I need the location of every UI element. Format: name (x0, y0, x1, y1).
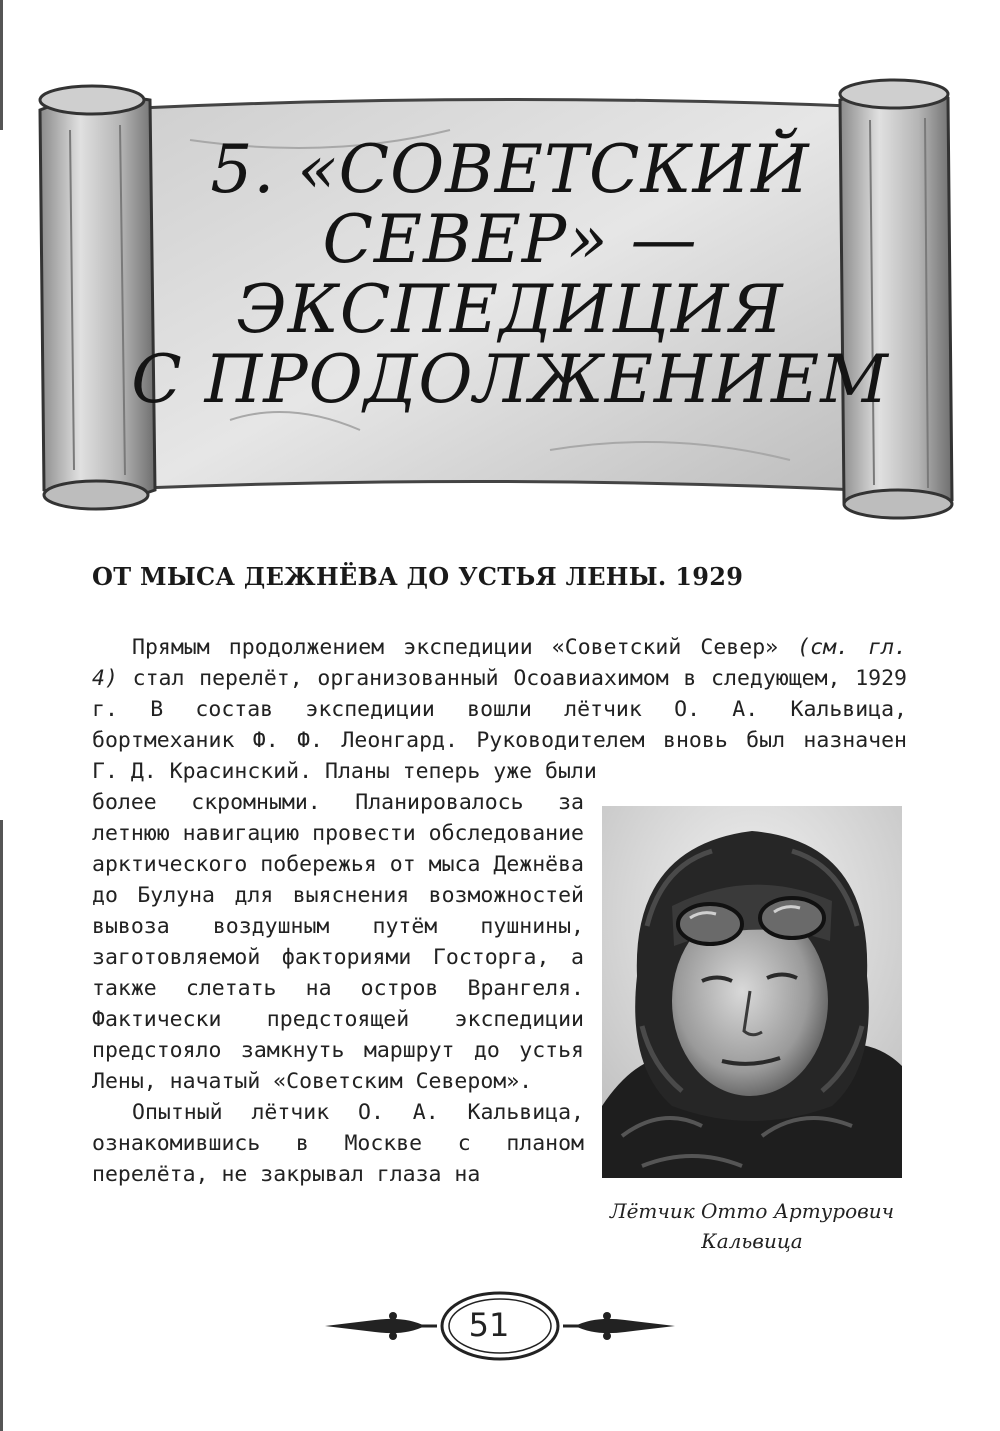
section-heading: ОТ МЫСА ДЕЖНЁВА ДО УСТЬЯ ЛЕНЫ. 1929 (92, 562, 744, 591)
body-text-full-width (92, 632, 907, 787)
chapter-title-line: 5. «СОВЕТСКИЙ (210, 131, 810, 208)
chapter-reference: (см. гл. 4) (92, 635, 907, 691)
caption-line: Кальвица (701, 1229, 803, 1253)
paragraph-1-continued: более скромными. Планировалось за летнюю навигацию провести обследование арктического побережья от мыса Дежнёва до Булуна для выяснения возможностей вывоза воздушным путём пушнины, заготовляемой факториями Госторга, а также слетать на остров Врангеля. Фактически предстоящей экспедиции предстояло замкнуть маршрут до устья Лены, начатый «Советским Севером». (92, 790, 584, 1094)
photo-caption (602, 1196, 902, 1256)
chapter-title-line: СЕВЕР» — (322, 201, 698, 278)
paragraph-1 (92, 632, 907, 787)
paragraph-1-rest: стал перелёт, организованный Осоавиахимом в следующем, 1929 г. В состав экспедиции вошли лётчик О. А. Кальвица, бортмеханик Ф. Ф. Леонгард. Руководителем вновь был назначен Г. Д. Красинский. Планы теперь уже были (92, 666, 908, 784)
paragraph-2: Опытный лётчик О. А. Кальвица, ознакомившись в Москве с планом перелёта, не закрывал глаза на (92, 1100, 584, 1187)
paragraph-1-start: Прямым продолжением экспедиции «Советский Север» (132, 635, 779, 660)
page-edge-bottom (0, 820, 3, 1431)
chapter-title-line: ЭКСПЕДИЦИЯ (236, 271, 784, 348)
pilot-portrait-image (602, 806, 902, 1178)
page-number: 51 (468, 1306, 510, 1344)
page-edge-top (0, 0, 3, 130)
chapter-title (131, 105, 889, 445)
caption-line: Лётчик Отто Артурович (609, 1199, 895, 1223)
chapter-title-line: С ПРОДОЛЖЕНИЕМ (131, 341, 889, 418)
portrait-photo (602, 806, 902, 1178)
body-text-column (92, 787, 584, 1190)
